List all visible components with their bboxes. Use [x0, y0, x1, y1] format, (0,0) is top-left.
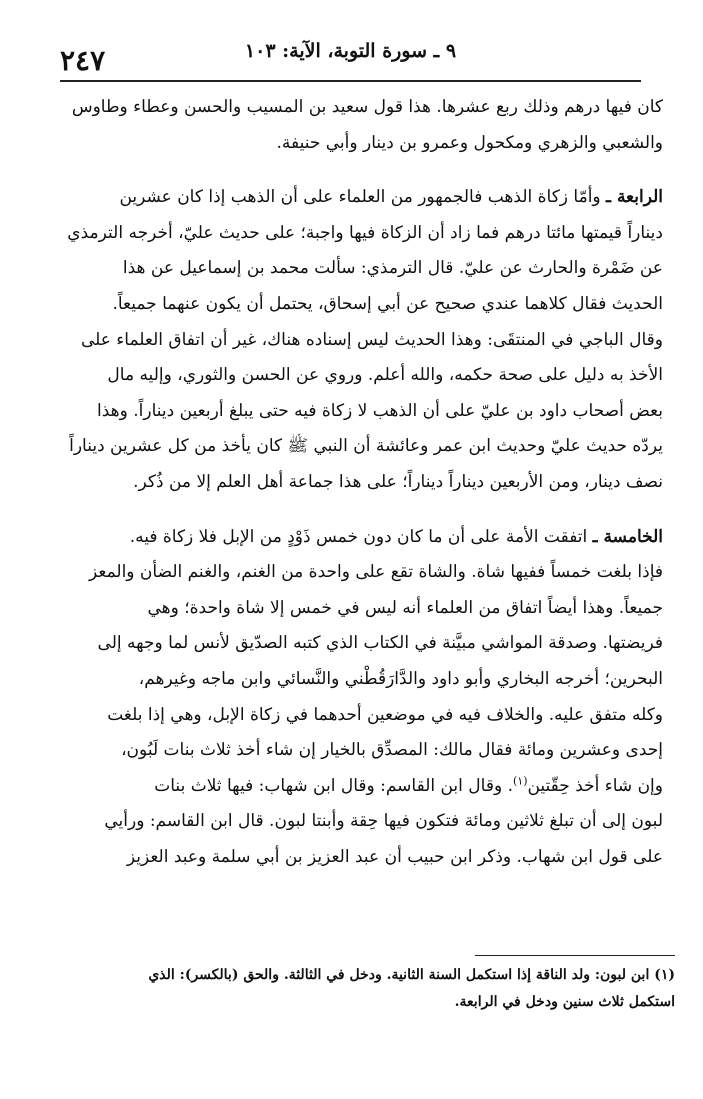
text-line: البحرين؛ أخرجه البخاري وأبو داود والدَّارَقُطْني والنَّسائي وابن ماجه وغيرهم،: [138, 668, 663, 689]
footnote-line: استكمل ثلاث سنين ودخل في الرابعة.: [454, 994, 675, 1010]
paragraph-gap: [62, 161, 663, 180]
text-line: [62, 520, 663, 556]
text-line: كان فيها درهم وذلك ربع عشرها. هذا قول سعيد بن المسيب والحسن وعطاء وطاوس: [71, 97, 663, 117]
footnote-reference[interactable]: (١): [512, 774, 528, 788]
section-heading-fourth: الرابعة ـ: [606, 187, 663, 208]
paragraph-3: [62, 520, 663, 876]
page-header: [60, 36, 641, 82]
text-line: نصف دينار، ومن الأربعين ديناراً ديناراً؛ على هذا جماعة أهل العلم إلا من ذُكر.: [133, 471, 663, 492]
paragraph-1: [62, 90, 663, 161]
body-text: [62, 90, 663, 875]
paragraph-2: [62, 180, 663, 500]
text-line: والشعبي والزهري ومكحول وعمرو بن دينار وأبي حنيفة.: [276, 132, 663, 153]
text-line: عن ضَمْرة والحارث عن عليّ. قال الترمذي: سألت محمد بن إسماعيل عن هذا: [122, 258, 663, 279]
text-line: ديناراً قيمتها مائتا درهم فما زاد أن الزكاة فيها واجبة؛ على حديث عليّ، أخرجه الترمذي: [67, 222, 663, 243]
text-line: الأخذ به دليل على صحة حكمه، والله أعلم. وروي عن الحسن والثوري، وإليه مال: [107, 365, 663, 386]
text-line: فريضتها. وصدقة المواشي مبيَّنة في الكتاب الذي كتبه الصدّيق لأنس لما وجهه إلى: [97, 633, 663, 654]
text-span: . وقال ابن القاسم: وقال ابن شهاب: فيها ثلاث بنات: [154, 775, 513, 796]
text-line: الحديث فقال كلاهما عندي صحيح عن أبي إسحاق، يحتمل أن يكون عنهما جميعاً.: [112, 293, 663, 314]
text-line: [62, 180, 663, 216]
text-line: لبون إلى أن تبلغ ثلاثين ومائة فتكون فيها حِقة وأبنتا لبون. قال ابن القاسم: ورأيي: [104, 811, 663, 832]
text-span: وإن شاء أخذ حِقّتين: [527, 775, 663, 796]
text-line: جميعاً. وهذا أيضاً اتفاق من العلماء أنه ليس في خمس إلا شاة واحدة؛ وهي: [147, 597, 663, 618]
footnotes: [62, 962, 675, 1016]
text-line: بعض أصحاب داود بن عليّ على أن الذهب لا زكاة فيه حتى يبلغ أربعين ديناراً. وهذا: [97, 400, 663, 421]
running-title: ٩ ـ سورة التوبة، الآية: ١٠٣: [244, 40, 457, 62]
paragraph-gap: [62, 501, 663, 520]
text-line: على قول ابن شهاب. وذكر ابن حبيب أن عبد العزيز بن أبي سلمة وعبد العزيز: [126, 846, 663, 867]
text-line: فإذا بلغت خمساً ففيها شاة. والشاة تقع على واحدة من الغنم، والغنم الضأن والمعز: [88, 562, 663, 583]
footnote-rule: [475, 955, 675, 956]
text-line: إحدى وعشرين ومائة فقال مالك: المصدِّق بالخيار إن شاء أخذ ثلاث بنات لَبُون،: [121, 740, 663, 761]
header-rule: [60, 80, 641, 82]
footnote-line: (١) ابن لبون: ولد الناقة إذا استكمل السنة الثانية. ودخل في الثالثة. والحق (بالكسر): الذي: [148, 967, 675, 983]
text-line: وكله متفق عليه. والخلاف فيه في موضعين أحدهما في زكاة الإبل، وهي إذا بلغت: [107, 704, 663, 725]
text-span: اتفقت الأمة على أن ما كان دون خمس ذَوْدٍ من الإبل فلا زكاة فيه.: [129, 526, 593, 547]
section-heading-fifth: الخامسة ـ: [592, 526, 663, 547]
text-line: وقال الباجي في المنتقَى: وهذا الحديث ليس إسناده هناك، غير أن اتفاق العلماء على: [80, 329, 663, 350]
text-line: [62, 769, 663, 805]
text-line: يردّه حديث عليّ وحديث ابن عمر وعائشة أن النبي ﷺ كان يأخذ من كل عشرين ديناراً: [69, 436, 663, 457]
text-span: وأمّا زكاة الذهب فالجمهور من العلماء على أن الذهب إذا كان عشرين: [119, 187, 607, 208]
page-number: ٢٤٧: [60, 44, 106, 77]
